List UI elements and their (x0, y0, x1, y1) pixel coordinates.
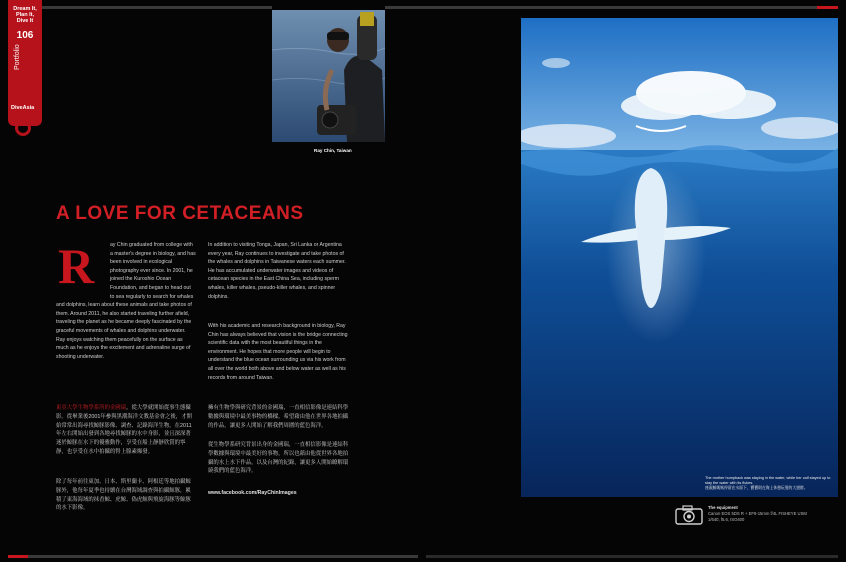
portrait-caption: Ray Chin, Taiwan (314, 148, 352, 153)
diver-portrait-image (272, 10, 385, 142)
photo-caption-zh: 座頭鯨媽媽停留在水面下，寶寶則在海上休憩玩耍的大翅膀。 (705, 486, 808, 490)
article-title: A LOVE FOR CETACEANS (56, 203, 304, 224)
section-label: Portfolio (14, 44, 21, 70)
tab-series-line: Plan It, (15, 12, 35, 18)
whale-photo (521, 18, 838, 497)
bottom-rule-left (28, 555, 418, 558)
col2-en-p1: In addition to visiting Tonga, Japan, Sri Lanka or Argentina every year, Ray continues to investigate and take photos of the whales and dolphins in Taiwanese waters each summer. He has accumulated underwater images and videos of cetacean species in the East China Sea, including sperm whales, killer whales, pseudo-killer whales, and spinner dolphins. (208, 242, 346, 300)
top-rule-right (385, 6, 817, 9)
portrait-photo (272, 10, 385, 142)
photo-caption-en: The mother humpback was staying in the water, while her calf stayed up to stay the water with its flukes. (705, 476, 831, 485)
tab-series (8, 0, 42, 24)
col1-zh-body: ，從大學就開始從事生態攝影。從畢業後2001年參與黑潮海洋文教基金會之後，才開始常常出海尋找鯨豚影像、調查、記錄海洋生物。在2011年左右開始出發到各地尋找鯨豚的水中身影，並且深深著迷於鯨豚在水下的優雅動作，享受在船上靜靜欣賞的寧靜，也享受在水中拍攝的腎上腺素爆發。 (56, 405, 192, 455)
lens-info-line2: 1/640, f5.6, ISO400 (708, 517, 745, 522)
bottom-rule-accent (8, 555, 28, 558)
col2-zh-p1: 擁有生物學與研究背景的金國瑞，一直相信影像是連結科學數據與環境中最美事物的橋樑，希望藉由他在世界各地拍攝的作品，讓更多人開始了解我們周圍的藍色海洋。 (208, 405, 349, 429)
col2-zh-p2: 從生物學系研究背景出身的金國瑞，一直相信影像是連結科學數據與環境中最美好的事物，所以也藉由他從世界各地拍攝的水上水下作品，以及台灣的紀錄，讓更多人開始瞭解環繞我們的藍色海洋。 (208, 442, 349, 475)
col1-en-text (56, 238, 196, 361)
top-rule-accent (817, 6, 838, 9)
photo-caption (705, 476, 835, 491)
col1-zh-p1 (56, 404, 196, 457)
humpback-whale-image (521, 18, 838, 497)
tab-series-line: Dive It (16, 18, 34, 24)
section-tab (8, 0, 42, 126)
tab-series-line: Dream It, (13, 6, 37, 12)
lens-info-line1: Canon EOS 5DS R + EF8-15mm f/4L FISHEYE USM (708, 511, 807, 516)
col1-en-body: ay Chin graduated from college with a master's degree in biology, and has been involved in ecological photography ever since. In 2001, he joined the Kuroshio Ocean Foundation, and began to head out to sea regularly to search for whales and dolphins, learn about these animals and take photos of them. Around 2011, he also started traveling further afield, traveling the planet as he became deeply fascinated by the graceful movements of whales and dolphins underwater. Ray enjoys watching them peacefully on the surface as much as he enjoys the excitement and adrenaline surge of shooting underwater. (56, 242, 196, 360)
top-rule-left (42, 6, 272, 9)
camera-icon (675, 505, 703, 530)
col1-zh-p2: 除了每年前往東加、日本、斯里蘭卡、阿根廷等地拍攝鯨豚外，他每年夏季也持續在台灣海域調查與拍攝鯨豚，累積了東海海域的抹香鯨、虎鯨、偽虎鯨與飛旋海豚等鯨豚的水下影像。 (56, 479, 191, 512)
bottom-rule-right (426, 555, 838, 558)
col1-zh-lead: 東亞大學生物學系所的金國瑞 (56, 405, 127, 411)
drop-cap: R (58, 238, 95, 294)
brand-logo: DiveAsia (11, 105, 35, 111)
lens-info-title: The equipment (708, 505, 738, 510)
website-link[interactable]: www.facebook.com/RayChinImages (208, 490, 297, 496)
page-number: 106 (16, 30, 34, 41)
tab-ring-icon (15, 120, 31, 136)
col2-en-p2: With his academic and research background in biology, Ray Chin has always believed that vision is the bridge connecting scientific data with the most beautiful things in the environment. He hopes that more people will begin to understand the blue ocean surrounding us via his work from all over the world both above and below water as well as his records from around Taiwan. (208, 323, 348, 381)
lens-info (708, 505, 828, 523)
